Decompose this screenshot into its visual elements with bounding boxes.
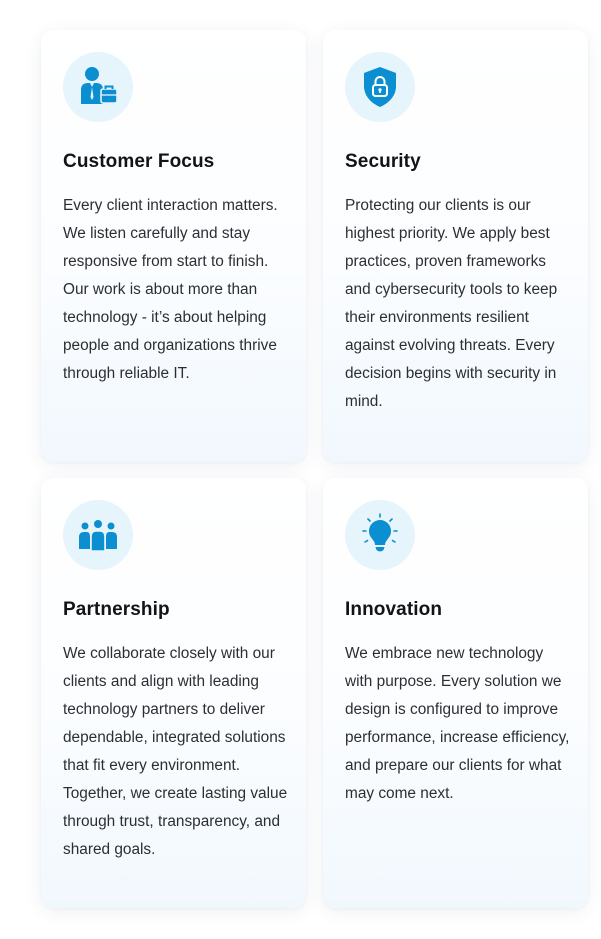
card-title: Security [345, 151, 421, 172]
customer-briefcase-icon [75, 64, 121, 110]
card-title: Innovation [345, 599, 443, 620]
card-title: Customer Focus [63, 151, 215, 172]
card-description: We embrace new technology with purpose. Every solution we design is configured to improve performance, increase efficiency, and prepare our clients for what may come next. [345, 645, 570, 802]
card-partnership [41, 478, 306, 908]
innovation-icon-circle [345, 500, 415, 570]
card-description: Protecting our clients is our highest priority. We apply best practices, proven frameworks and cybersecurity tools to keep their environments resilient against evolving threats. Every decision begins with security in mind. [345, 197, 558, 410]
security-shield-lock-icon [357, 64, 403, 110]
innovation-lightbulb-icon [357, 512, 403, 558]
card-description: We collaborate closely with our clients and align with leading technology partners to deliver dependable, integrated solutions that fit every environment. Together, we create lasting value through trust, transparency, and shared goals. [63, 645, 288, 858]
partnership-icon-circle [63, 500, 133, 570]
customer-focus-icon-circle [63, 52, 133, 122]
card-description: Every client interaction matters. We listen carefully and stay responsive from start to finish. Our work is about more than technology - it’s about helping people and organizations thrive through reliable IT. [63, 197, 278, 382]
partnership-team-icon [75, 512, 121, 558]
card-security [323, 30, 588, 462]
card-innovation [323, 478, 588, 908]
security-icon-circle [345, 52, 415, 122]
card-customer-focus [41, 30, 306, 462]
card-title: Partnership [63, 599, 170, 620]
